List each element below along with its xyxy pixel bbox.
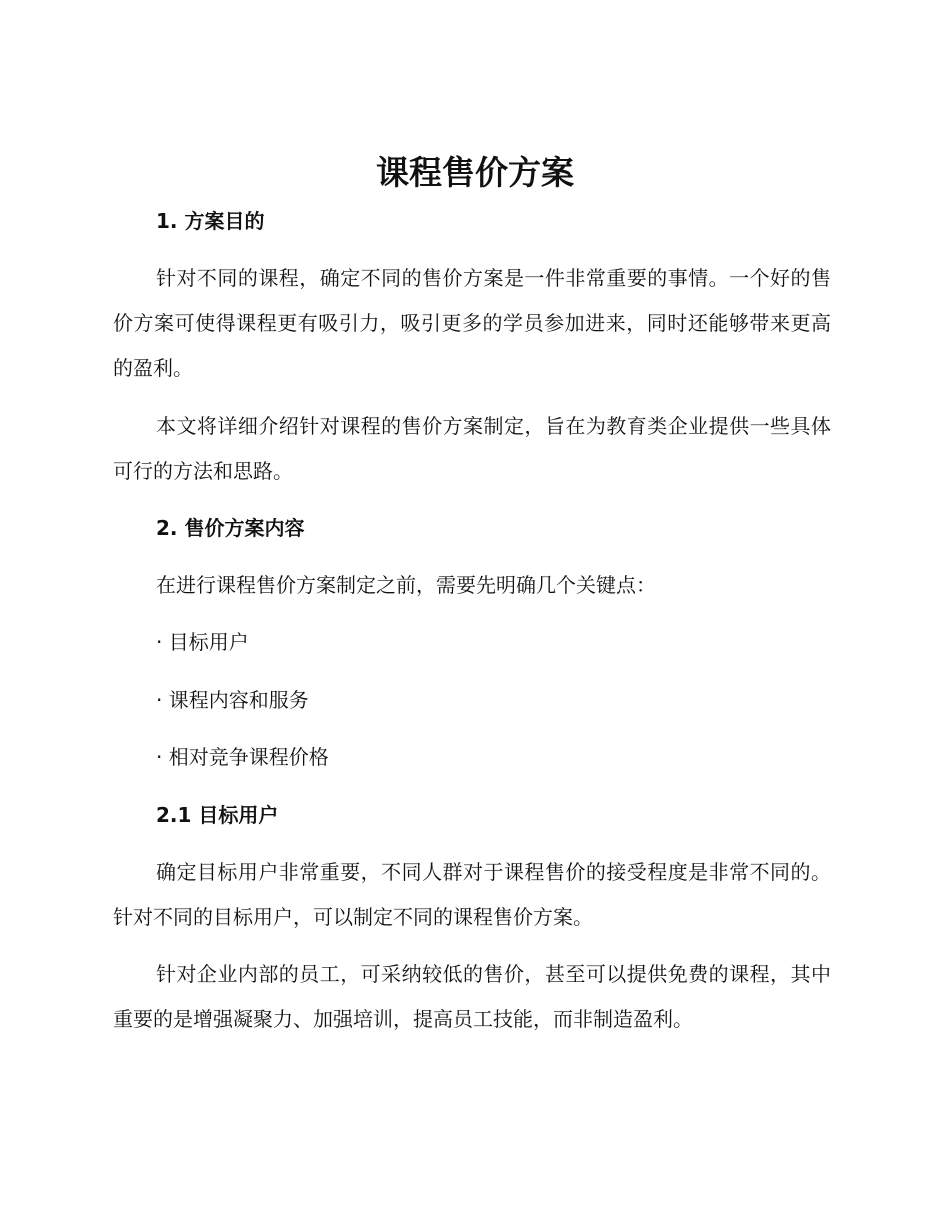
paragraph-target-users-1: 确定目标用户非常重要，不同人群对于课程售价的接受程度是非常不同的。针对不同的目标用户，可以制定不同的课程售价方案。: [113, 860, 831, 929]
document-title: 课程售价方案: [376, 153, 574, 192]
section-heading-purpose: 1. 方案目的: [156, 209, 265, 233]
list-item-target-users: · 目标用户: [156, 630, 249, 654]
paragraph-purpose-1: 针对不同的课程，确定不同的售价方案是一件非常重要的事情。一个好的售价方案可使得课程更有吸引力，吸引更多的学员参加进来，同时还能够带来更高的盈利。: [113, 266, 831, 380]
paragraph-purpose-2: 本文将详细介绍针对课程的售价方案制定，旨在为教育类企业提供一些具体可行的方法和思路。: [113, 414, 831, 483]
section-heading-target-users: 2.1 目标用户: [156, 803, 279, 827]
list-item-competitor-price: · 相对竞争课程价格: [156, 745, 329, 769]
list-item-course-content: · 课程内容和服务: [156, 688, 309, 712]
section-heading-pricing-content: 2. 售价方案内容: [156, 516, 305, 540]
paragraph-target-users-2: 针对企业内部的员工，可采纳较低的售价，甚至可以提供免费的课程，其中重要的是增强凝聚力、加强培训，提高员工技能，而非制造盈利。: [113, 962, 831, 1031]
paragraph-pricing-intro: 在进行课程售价方案制定之前，需要先明确几个关键点：: [156, 573, 656, 597]
